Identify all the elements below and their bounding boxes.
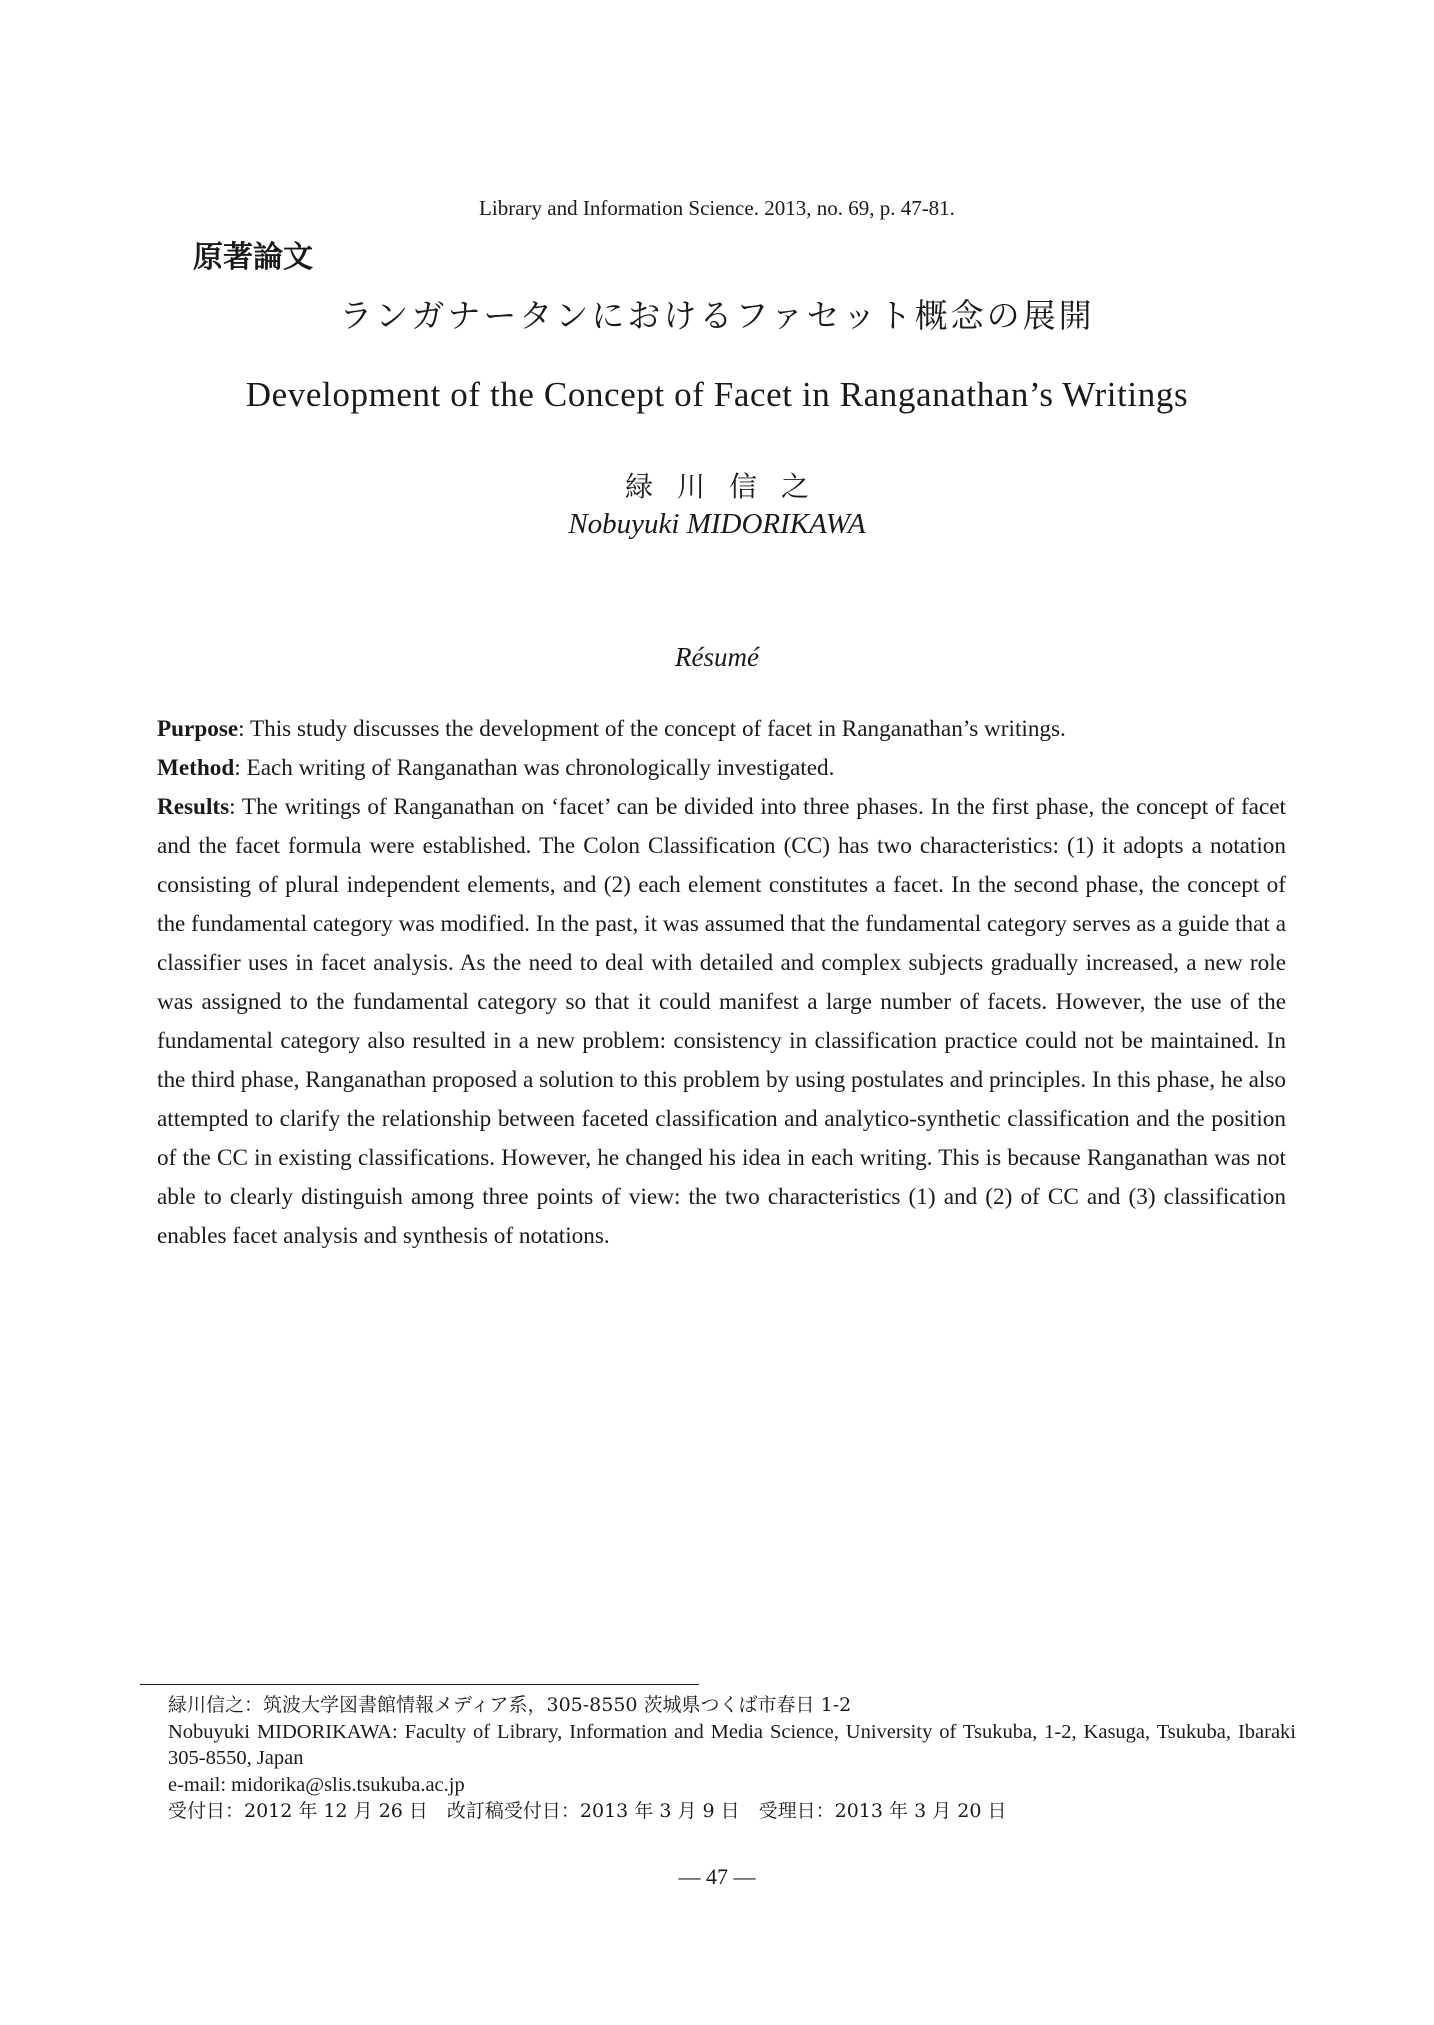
abstract-body xyxy=(157,710,1286,1256)
journal-reference: Library and Information Science. 2013, no. 69, p. 47-81. xyxy=(479,196,955,220)
abstract-heading: Résumé xyxy=(675,642,759,672)
affiliation-japanese: 緑川信之：筑波大学図書館情報メディア系，305-8550 茨城県つくば市春日 1-2 xyxy=(168,1694,852,1716)
results-text: : The writings of Ranganathan on ‘facet’ can be divided into three phases. In the first phase, the concept of facet and the facet formula were established. The Colon Classification (CC) has two characteristics: (1) it adopts a notation consisting of plural independent elements, and (2) each element constitutes a facet. In the second phase, the concept of the fundamental category was modified. In the past, it was assumed that the fundamental category serves as a guide that a classifier uses in facet analysis. As the need to deal with detailed and complex subjects gradually increased, a new role was assigned to the fundamental category so that it could manifest a large number of facets. However, the use of the fundamental category also resulted in a new problem: consistency in classification practice could not be maintained. In the third phase, Ranganathan proposed a solution to this problem by using postulates and principles. In this phase, he also attempted to clarify the relationship between faceted classification and analytico-synthetic classification and the position of the CC in existing classifications. However, he changed his idea in each writing. This is because Ranganathan was not able to clearly distinguish among three points of view: the two characteristics (1) and (2) of CC and (3) classification enables facet analysis and synthesis of notations. xyxy=(157,794,1286,1249)
abstract-purpose xyxy=(157,710,1286,749)
article-type-label: 原著論文 xyxy=(193,240,313,275)
abstract-results xyxy=(157,788,1286,1256)
footnotes xyxy=(168,1692,1296,1825)
purpose-label: Purpose xyxy=(157,716,239,742)
footnote-divider xyxy=(140,1684,699,1685)
page-number: — 47 — xyxy=(678,1864,756,1889)
author-name-japanese: 緑川信之 xyxy=(624,470,833,503)
method-text: : Each writing of Ranganathan was chronologically investigated. xyxy=(234,755,835,781)
purpose-text: : This study discusses the development of the concept of facet in Ranganathan’s writings. xyxy=(238,716,1066,742)
abstract-method xyxy=(157,749,1286,788)
title-japanese: ランガナータンにおけるファセット概念の展開 xyxy=(339,296,1095,335)
results-label: Results xyxy=(157,794,230,820)
author-name-english: Nobuyuki MIDORIKAWA xyxy=(568,508,866,540)
title-english: Development of the Concept of Facet in Ranganathan’s Writings xyxy=(245,375,1189,414)
method-label: Method xyxy=(157,755,235,781)
received-dates: 受付日：2012 年 12 月 26 日 改訂稿受付日：2013 年 3 月 9 日 受理日：2013 年 3 月 20 日 xyxy=(168,1800,1007,1822)
affiliation-english: Nobuyuki MIDORIKAWA: Faculty of Library, Information and Media Science, University of Tsukuba, 1-2, Kasuga, Tsukuba, Ibaraki 305-8550, Japan xyxy=(168,1720,1296,1769)
author-email: e-mail: midorika@slis.tsukuba.ac.jp xyxy=(168,1773,465,1796)
